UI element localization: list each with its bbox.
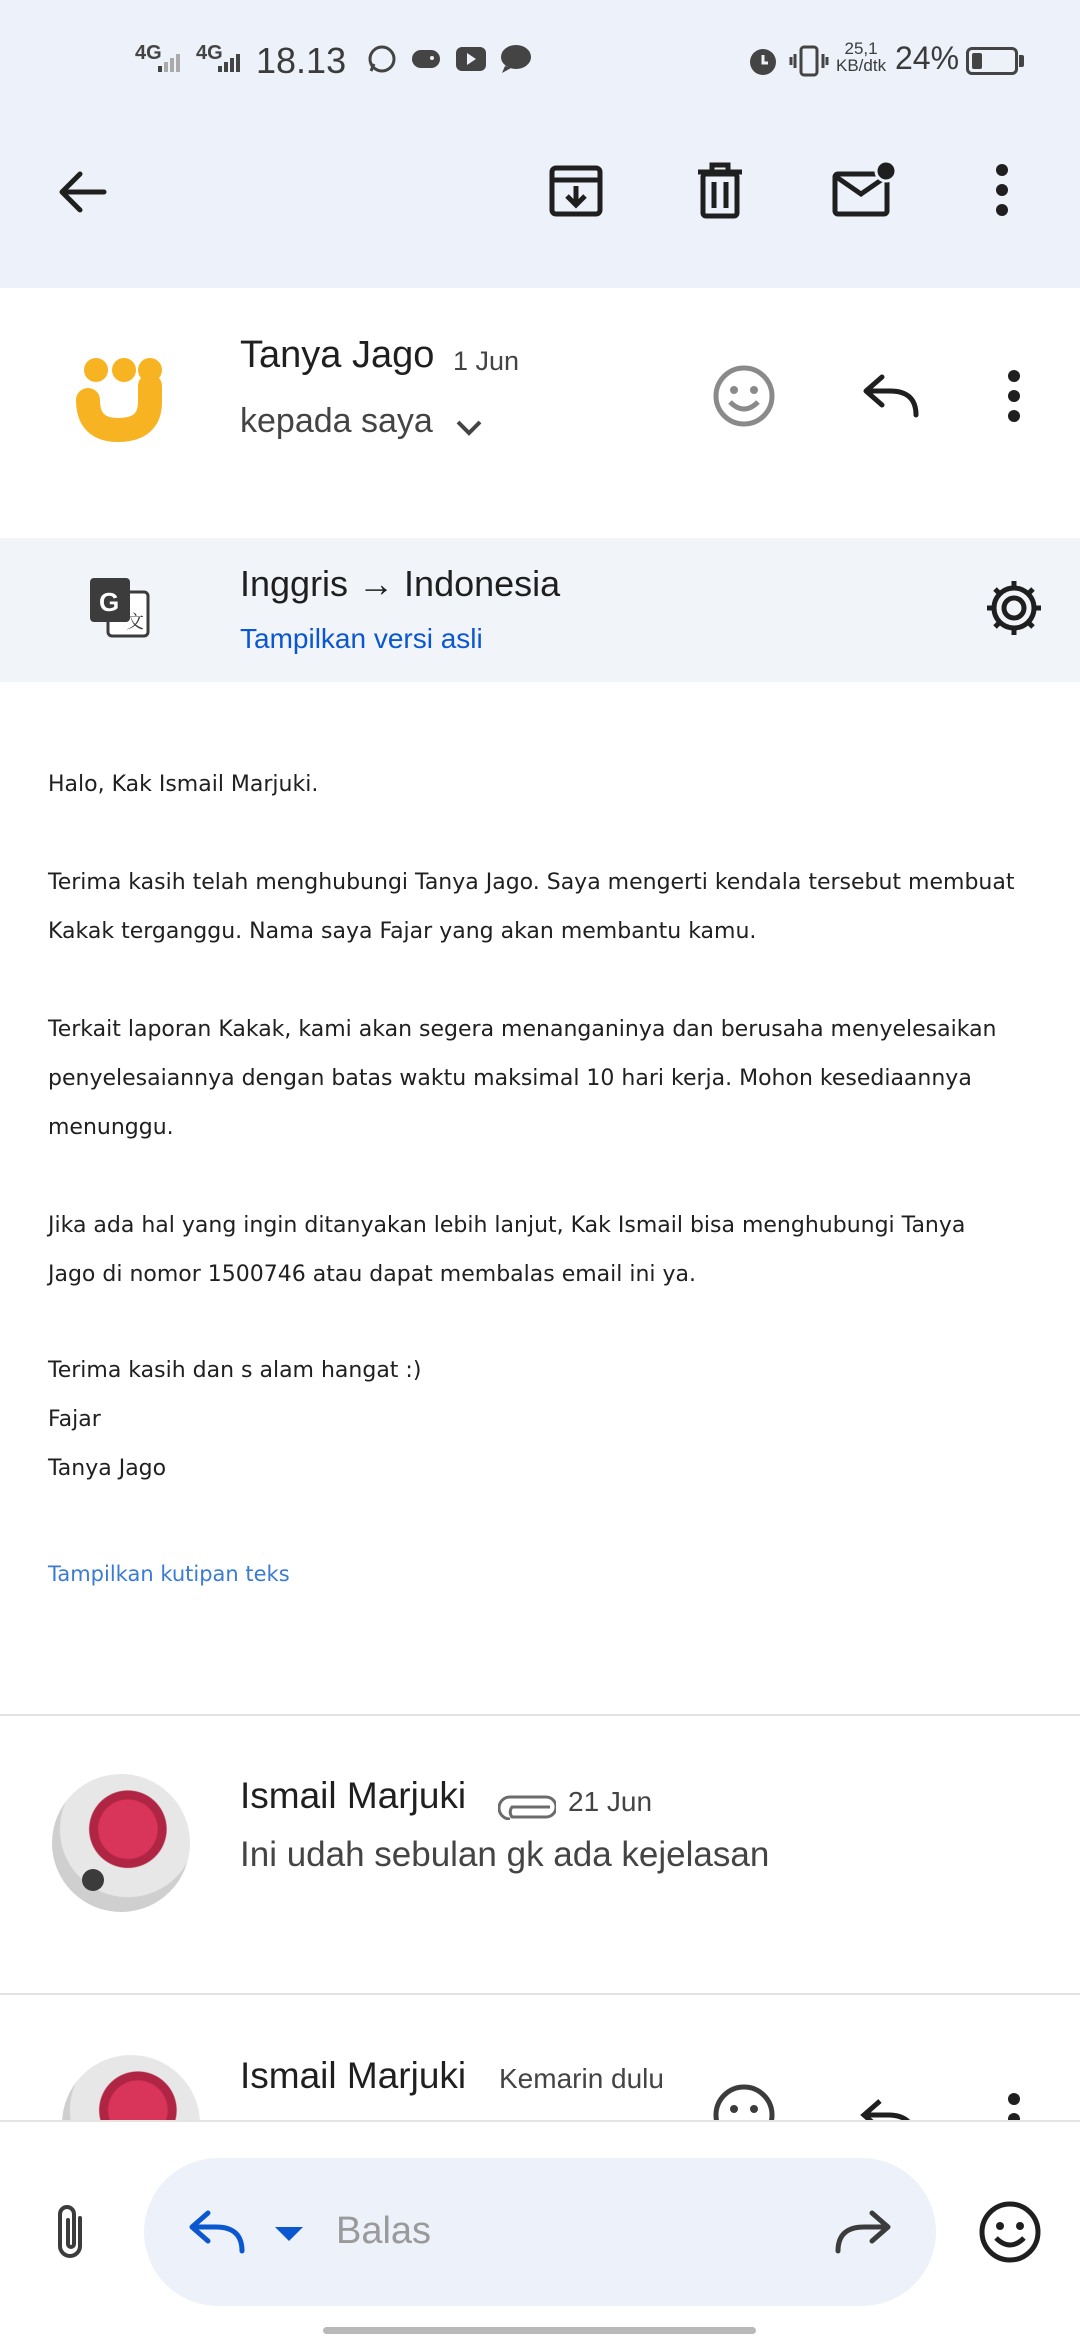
back-button[interactable] — [40, 150, 124, 234]
translation-languages: Inggris → Indonesia — [240, 563, 561, 604]
network-speed-unit: KB/dtk — [836, 56, 887, 75]
translate-icon — [86, 574, 152, 640]
thread-message-1[interactable] — [0, 1716, 1080, 1992]
reply-compose-field[interactable] — [144, 2158, 936, 2306]
add-reaction-button[interactable] — [700, 352, 788, 440]
reply-icon[interactable] — [858, 2095, 918, 2120]
signal-icon-1 — [158, 52, 182, 72]
email-paragraph-3-line-2: Jago di nomor 1500746 atau dapat membalas email ini ya. — [48, 1262, 697, 1287]
reply-type-button[interactable] — [178, 2194, 254, 2270]
youtube-icon — [455, 44, 487, 74]
svg-text:G: G — [99, 587, 120, 617]
network-speed-value: 25,1 — [844, 39, 878, 58]
clock: 18.13 — [256, 40, 347, 81]
email-signature-org: Tanya Jago — [48, 1456, 167, 1481]
message-date: 1 Jun — [453, 346, 520, 376]
email-paragraph-1-line-2: Kakak terganggu. Nama saya Fajar yang akan membantu kamu. — [48, 919, 757, 944]
email-greeting: Halo, Kak Ismail Marjuki. — [48, 772, 319, 797]
signal-icon-2 — [218, 52, 242, 72]
battery-icon — [966, 47, 1018, 75]
translation-settings-button[interactable] — [972, 566, 1056, 650]
thread-sender: Ismail Marjuki — [240, 1775, 467, 1816]
attach-button[interactable] — [30, 2190, 110, 2274]
email-closing: Terima kasih dan s alam hangat :) — [48, 1358, 422, 1383]
network-speed — [836, 40, 886, 74]
status-bar — [0, 0, 1080, 120]
translation-bar — [0, 538, 1080, 682]
emoji-icon — [978, 2200, 1042, 2264]
gear-icon — [983, 577, 1045, 639]
more-options-button[interactable] — [960, 148, 1044, 232]
more-vert-icon — [995, 162, 1009, 218]
more-vert-icon[interactable] — [1007, 2091, 1021, 2120]
email-paragraph-2-line-1: Terkait laporan Kakak, kami akan segera menanganinya dan berusaha menyelesaikan — [48, 1017, 997, 1042]
tanya-jago-logo-icon — [52, 330, 184, 462]
sender-name: Tanya Jago — [240, 334, 435, 376]
reply-icon — [186, 2207, 246, 2257]
email-paragraph-1-line-1: Terima kasih telah menghubungi Tanya Jago. Saya mengerti kendala tersebut membuat — [48, 870, 1015, 895]
arrow-left-icon — [54, 164, 110, 220]
thread-message-2[interactable] — [0, 1995, 1080, 2120]
forward-button[interactable] — [824, 2194, 904, 2270]
thread-snippet: Ini udah sebulan gk ada kejelasan — [240, 1835, 770, 1874]
chat-bubble-icon — [499, 44, 533, 74]
archive-button[interactable] — [534, 148, 618, 232]
mark-unread-button[interactable] — [822, 148, 906, 232]
chevron-down-icon — [454, 418, 484, 438]
thread-sender: Ismail Marjuki — [240, 2055, 467, 2096]
thread-date: 21 Jun — [568, 1786, 653, 1817]
email-paragraph-3-line-1: Jika ada hal yang ingin ditanyakan lebih lanjut, Kak Ismail bisa menghubungi Tanya — [48, 1213, 966, 1238]
whatsapp-icon — [367, 44, 397, 74]
email-paragraph-2-line-3: menunggu. — [48, 1115, 174, 1140]
network-indicator-2: 4G — [196, 42, 223, 64]
archive-icon — [546, 160, 606, 220]
message-more-button[interactable] — [972, 352, 1056, 440]
delete-button[interactable] — [678, 148, 762, 232]
network-indicator-1: 4G — [135, 42, 162, 64]
reply-placeholder: Balas — [336, 2210, 432, 2252]
recipient-details-toggle[interactable] — [240, 396, 500, 456]
game-controller-icon — [410, 46, 442, 72]
alarm-icon — [746, 44, 780, 78]
emoji-reaction-button[interactable] — [968, 2190, 1052, 2274]
show-quoted-text-link[interactable]: Tampilkan kutipan teks — [48, 1562, 290, 1586]
thread-date: Kemarin dulu — [499, 2063, 664, 2094]
battery-fill — [972, 53, 982, 69]
emoji-icon[interactable] — [712, 2083, 776, 2120]
show-original-link[interactable]: Tampilkan versi asli — [240, 623, 483, 654]
mail-unread-icon — [831, 160, 897, 220]
forward-icon — [834, 2207, 894, 2257]
email-signature-name: Fajar — [48, 1407, 101, 1432]
more-vert-icon — [1007, 368, 1021, 424]
email-paragraph-2-line-2: penyelesaiannya dengan batas waktu maksimal 10 hari kerja. Mohon kesediaannya — [48, 1066, 972, 1091]
vibrate-icon — [789, 44, 829, 78]
reply-icon — [860, 371, 920, 421]
trash-icon — [692, 160, 748, 220]
avatar — [52, 1774, 190, 1912]
emoji-icon — [712, 364, 776, 428]
paperclip-icon — [50, 2200, 90, 2264]
caret-down-icon — [274, 2226, 304, 2242]
svg-text:文: 文 — [126, 612, 144, 632]
recipient-label: kepada saya — [240, 402, 433, 440]
sender-avatar[interactable] — [52, 330, 184, 462]
avatar — [62, 2055, 200, 2120]
battery-percent: 24% — [895, 40, 960, 76]
attachment-icon — [498, 1794, 556, 1820]
home-indicator[interactable] — [323, 2327, 756, 2334]
reply-type-dropdown[interactable] — [266, 2214, 312, 2254]
battery-tip — [1019, 55, 1024, 67]
reply-button[interactable] — [846, 352, 934, 440]
